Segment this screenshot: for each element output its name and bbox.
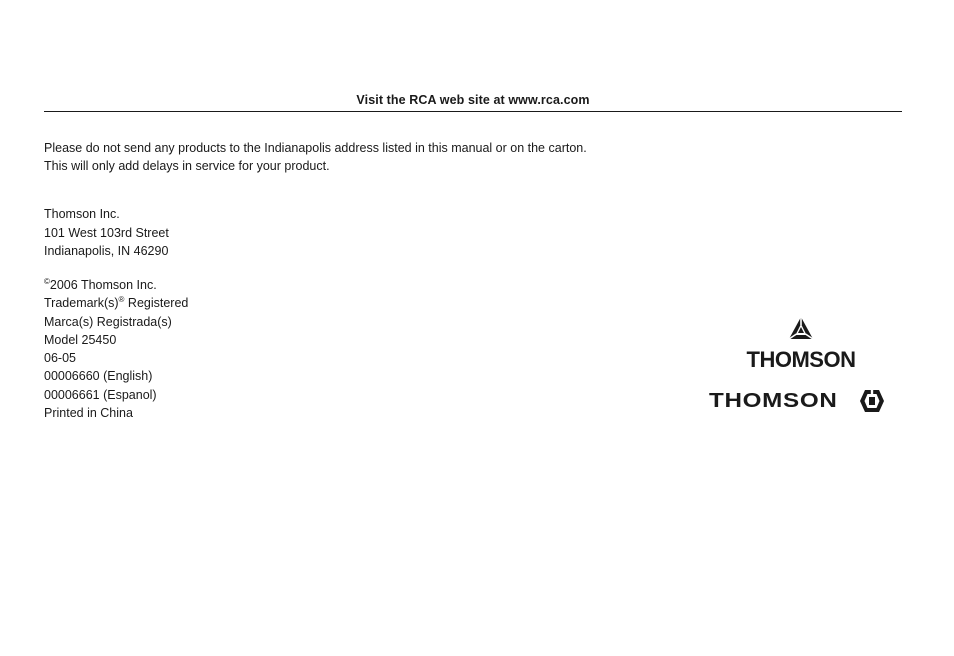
company-address	[44, 205, 169, 261]
copyright-text: 2006 Thomson Inc.	[49, 278, 157, 292]
header-divider	[44, 111, 902, 112]
address-street: 101 West 103rd Street	[44, 225, 169, 240]
address-company: Thomson Inc.	[44, 207, 120, 221]
thomson-wordmark-primary: THOMSON	[746, 347, 856, 372]
legal-info	[44, 276, 188, 422]
registered-symbol: ®	[118, 295, 125, 305]
trademark-suffix: Registered	[124, 296, 189, 311]
trademark-prefix: Trademark(s)	[44, 296, 119, 311]
website-notice: Visit the RCA web site at www.rca.com	[356, 93, 590, 107]
model-line: Model 25450	[44, 332, 117, 347]
address-city: Indianapolis, IN 46290	[44, 244, 169, 258]
thomson-wordmark-secondary: THOMSON	[709, 389, 838, 412]
shipping-notice	[44, 140, 587, 175]
thomson-logo-secondary	[709, 386, 885, 416]
thomson-logo-primary	[740, 316, 862, 373]
thomson-triangle-icon	[788, 316, 814, 342]
notice-line-2: This will only add delays in service for your product.	[44, 158, 330, 173]
date-code-line: 06-05	[44, 351, 76, 366]
copyright-symbol: ©	[44, 276, 50, 286]
part-spanish-line: 00006661 (Espanol)	[44, 387, 157, 402]
trademark-line	[44, 294, 188, 312]
part-english-line: 00006660 (English)	[44, 369, 153, 384]
marca-line: Marca(s) Registrada(s)	[44, 314, 172, 329]
copyright-line	[44, 276, 188, 294]
printed-line: Printed in China	[44, 406, 133, 421]
notice-line-1: Please do not send any products to the Indianapolis address listed in this manual or on the carton.	[44, 141, 587, 155]
